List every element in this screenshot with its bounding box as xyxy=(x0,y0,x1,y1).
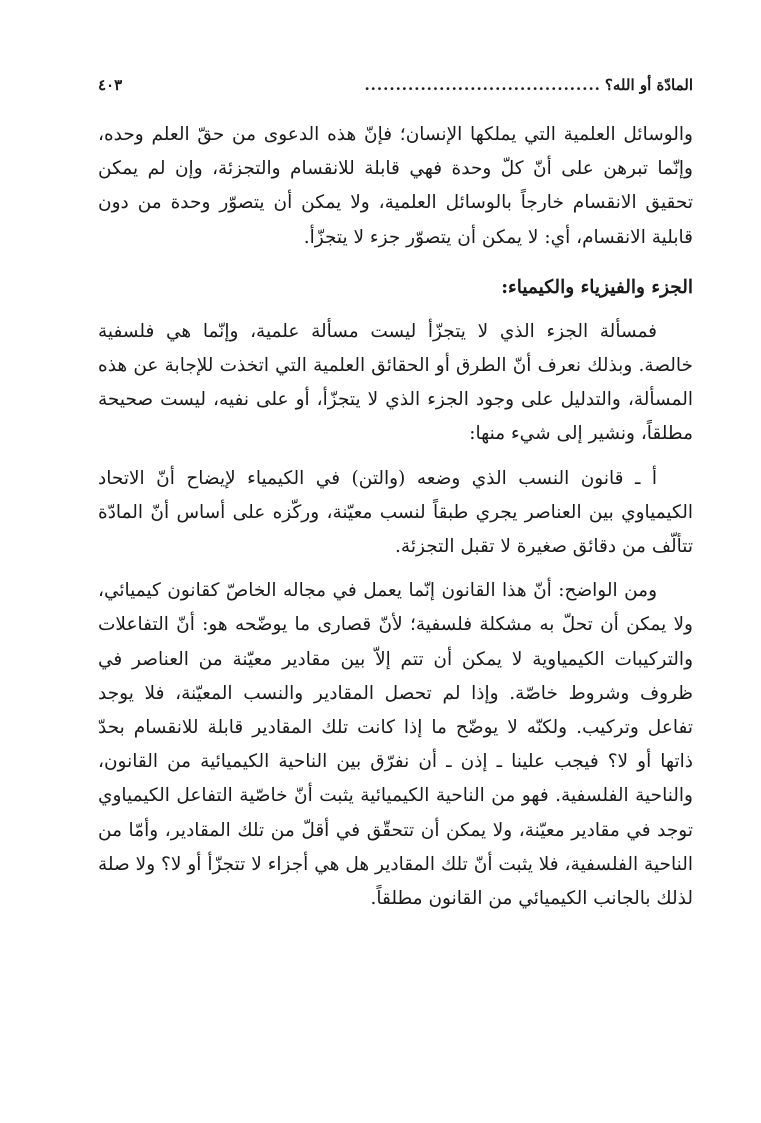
page-header xyxy=(98,76,693,100)
paragraph: أ ـ قانون النسب الذي وضعه (والتن) في الكيمياء لإيضاح أنّ الاتحاد الكيمياوي بين العناصر يجري طبقاً لنسب معيّنة، وركّزه على أساس أنّ المادّة تتألّف من دقائق صغيرة لا تقبل التجزئة. xyxy=(98,467,693,558)
body-text xyxy=(98,118,693,916)
page-number: ٤٠٣ xyxy=(98,76,123,94)
paragraph: ومن الواضح: أنّ هذا القانون إنّما يعمل في مجاله الخاصّ كقانون كيميائي، ولا يمكن أن تحلّ به مشكلة فلسفية؛ لأنّ قصارى ما يوضّحه هو: أنّ التفاعلات والتركيبات الكيمياوية لا يمكن أن تتم إلاّ بين مقادير معيّنة من العناصر في ظروف وشروط خاصّة. وإذا لم تحصل المقادير والنسب المعيّنة، فلا يوجد تفاعل وتركيب. ولكنّه لا يوضّح ما إذا كانت تلك المقادير قابلة للانقسام بحدّ ذاتها أو لا؟ فيجب علينا ـ إذن ـ أن نفرّق بين الناحية الكيميائية من القانون، والناحية الفلسفية. فهو من الناحية الكيميائية يثبت أنّ خاصّية التفاعل الكيمياوي توجد في مقادير معيّنة، ولا يمكن أن تتحقّق في أقلّ من تلك المقادير، وأمّا من الناحية الفلسفية، فلا يثبت أنّ تلك المقادير هل هي أجزاء لا تتجزّأ أو لا؟ ولا صلة لذلك بالجانب الكيميائي من القانون مطلقاً. xyxy=(98,580,693,910)
paragraph: فمسألة الجزء الذي لا يتجزّأ ليست مسألة علمية، وإنّما هي فلسفية خالصة. وبذلك نعرف أنّ الطرق أو الحقائق العلمية التي اتخذت للإجابة عن هذه المسألة، والتدليل على وجود الجزء الذي لا يتجزّأ، أو على نفيه، ليست صحيحة مطلقاً، ونشير إلى شيء منها: xyxy=(98,320,693,445)
running-title: المادّة أو الله؟ xyxy=(604,76,693,94)
header-leader-dots: ...................................... xyxy=(364,76,601,94)
paragraph-continuation: والوسائل العلمية التي يملكها الإنسان؛ فإنّ هذه الدعوى من حقّ العلم وحده، وإنّما تبرهن على أنّ كلّ وحدة فهي قابلة للانقسام والتجزئة، وإن لم يمكن تحقيق الانقسام خارجاً بالوسائل العلمية، ولا يمكن أن يتصوّر وحدة من دون قابلية الانقسام، أي: لا يمكن أن يتصوّر جزء لا يتجزّأ. xyxy=(98,124,693,248)
section-heading: الجزء والفيزياء والكيمياء: xyxy=(501,276,693,298)
